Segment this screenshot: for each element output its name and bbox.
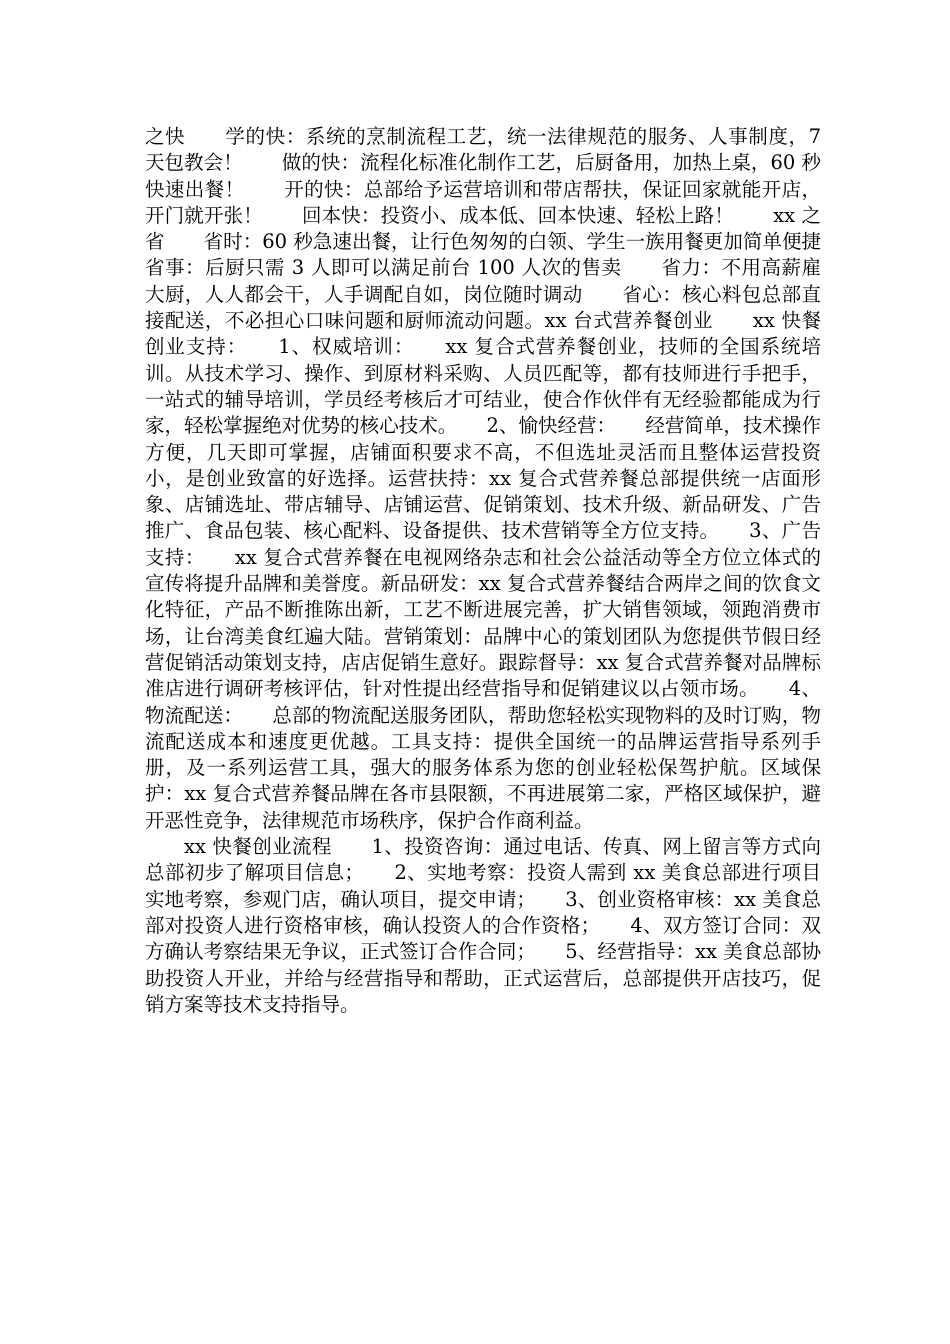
document-body [145, 124, 861, 1018]
paragraph-1: 之快 学的快：系统的烹制流程工艺，统一法律规范的服务、人事制度，7 天包教会！ 做的快：流程化标准化制作工艺，后厨备用，加热上桌，60 秒快速出餐！ 开的快：总部给予运营培训和带店帮扶，保证回家就能开店，开门就开张！ 回本快：投资小、成本低、回本快速、轻松上路！ xx 之省 省时：60 秒急速出餐，让行色匆匆的白领、学生一族用餐更加简单便捷 省事：后厨只需 3 人即可以满足前台 100 人次的售卖 省力：不用高薪雇大厨，人人都会干，人手调配自如，岗位随时调动 省心：核心料包总部直接配送，不必担心口味问题和厨师流动问题。xx 台式营养餐创业 xx 快餐创业支持： 1、权威培训： xx 复合式营养餐创业，技师的全国系统培训。从技术学习、操作、到原材料采购、人员匹配等，都有技师进行手把手，一站式的辅导培训，学员经考核后才可结业，使合作伙伴有无经验都能成为行家，轻松掌握绝对优势的核心技术。 2、愉快经营： 经营简单，技术操作方便，几天即可掌握，店铺面积要求不高，不但选址灵活而且整体运营投资小，是创业致富的好选择。运营扶持：xx 复合式营养餐总部提供统一店面形象、店铺选址、带店辅导、店铺运营、促销策划、技术升级、新品研发、广告推广、食品包装、核心配料、设备提供、技术营销等全方位支持。 3、广告支持： xx 复合式营养餐在电视网络杂志和社会公益活动等全方位立体式的宣传将提升品牌和美誉度。新品研发：xx 复合式营养餐结合两岸之间的饮食文化特征，产品不断推陈出新，工艺不断进展完善，扩大销售领域，领跑消费市场，让台湾美食红遍大陆。营销策划：品牌中心的策划团队为您提供节假日经营促销活动策划支持，店店促销生意好。跟踪督导：xx 复合式营养餐对品牌标准店进行调研考核评估，针对性提出经营指导和促销建议以占领市场。 4、物流配送： 总部的物流配送服务团队，帮助您轻松实现物料的及时订购，物流配送成本和速度更优越。工具支持：提供全国统一的品牌运营指导系列手册，及一系列运营工具，强大的服务体系为您的创业轻松保驾护航。区域保护：xx 复合式营养餐品牌在各市县限额，不再进展第二家，严格区域保护，避开恶性竞争，法律规范市场秩序，保护合作商利益。 [145, 125, 861, 832]
paragraph-2: xx 快餐创业流程 1、投资咨询：通过电话、传真、网上留言等方式向总部初步了解项目信息； 2、实地考察：投资人需到 xx 美食总部进行项目实地考察，参观门店，确认项目，提交申请； 3、创业资格审核：xx 美食总部对投资人进行资格审核，确认投资人的合作资格； 4、双方签订合同：双方确认考察结果无争议，正式签订合作合同； 5、经营指导：xx 美食总部协助投资人开业，并给与经营指导和帮助，正式运营后，总部提供开店技巧，促销方案等技术支持指导。 [145, 835, 821, 1016]
